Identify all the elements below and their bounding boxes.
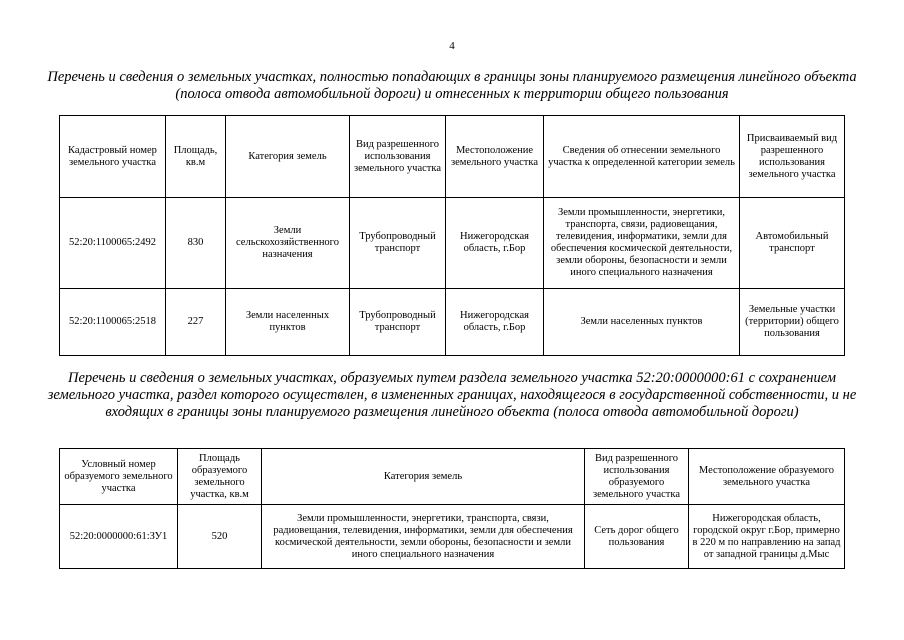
section2-title: Перечень и сведения о земельных участках, образуемых путем раздела земельного участка 52:20:0000000:61 с сохранением земельного участка, раздел которого осуществлен, в измененных границах, находящегося в государственной собственности, и не входящих в границы зоны планируемого размещения линейного объекта (полоса отвода автомобильной дороги)	[47, 370, 857, 420]
location-cell: Нижегородская область, г.Бор	[446, 289, 544, 356]
table-header-row	[60, 116, 845, 198]
cadastral-number-cell: 52:20:1100065:2492	[60, 198, 166, 289]
table-row	[60, 505, 845, 569]
cadastral-number-cell: 52:20:1100065:2518	[60, 289, 166, 356]
column-header: Условный номер образуемого земельного участка	[60, 449, 178, 505]
land-category-cell: Земли населенных пунктов	[226, 289, 350, 356]
assigned-use-cell: Автомобильный транспорт	[740, 198, 845, 289]
table-row	[60, 289, 845, 356]
category-info-cell: Земли промышленности, энергетики, транспорта, связи, радиовещания, телевидения, информатики, земли для обеспечения космической деятельности, земли обороны, безопасности и земли иного специального назначения	[544, 198, 740, 289]
location-cell: Нижегородская область, городской округ г.Бор, примерно в 220 м по направлению на запад от западной границы д.Мыс	[689, 505, 845, 569]
table-header-row	[60, 449, 845, 505]
area-cell: 520	[178, 505, 262, 569]
column-header: Вид разрешенного использования земельного участка	[350, 116, 446, 198]
column-header: Площадь образуемого земельного участка, кв.м	[178, 449, 262, 505]
column-header: Присваиваемый вид разрешенного использования земельного участка	[740, 116, 845, 198]
area-cell: 227	[166, 289, 226, 356]
assigned-use-cell: Земельные участки (территории) общего пользования	[740, 289, 845, 356]
column-header: Местоположение образуемого земельного участка	[689, 449, 845, 505]
category-info-cell: Земли населенных пунктов	[544, 289, 740, 356]
area-cell: 830	[166, 198, 226, 289]
land-plots-table	[59, 115, 845, 356]
table-row	[60, 198, 845, 289]
column-header: Вид разрешенного использования образуемого земельного участка	[585, 449, 689, 505]
land-category-cell: Земли промышленности, энергетики, транспорта, связи, радиовещания, телевидения, информатики, земли для обеспечения космической деятельности, земли обороны, безопасности и земли иного специального назначения	[262, 505, 585, 569]
conditional-number-cell: 52:20:0000000:61:ЗУ1	[60, 505, 178, 569]
column-header: Кадастровый номер земельного участка	[60, 116, 166, 198]
section1-title: Перечень и сведения о земельных участках, полностью попадающих в границы зоны планируемого размещения линейного объекта (полоса отвода автомобильной дороги) и отнесенных к территории общего пользования	[47, 69, 857, 102]
page-number: 4	[449, 40, 455, 52]
column-header: Категория земель	[226, 116, 350, 198]
column-header: Сведения об отнесении земельного участка к определенной категории земель	[544, 116, 740, 198]
permitted-use-cell: Трубопроводный транспорт	[350, 289, 446, 356]
location-cell: Нижегородская область, г.Бор	[446, 198, 544, 289]
column-header: Категория земель	[262, 449, 585, 505]
land-category-cell: Земли сельскохозяйственного назначения	[226, 198, 350, 289]
permitted-use-cell: Сеть дорог общего пользования	[585, 505, 689, 569]
column-header: Площадь, кв.м	[166, 116, 226, 198]
column-header: Местоположение земельного участка	[446, 116, 544, 198]
formed-plots-table	[59, 448, 845, 569]
permitted-use-cell: Трубопроводный транспорт	[350, 198, 446, 289]
